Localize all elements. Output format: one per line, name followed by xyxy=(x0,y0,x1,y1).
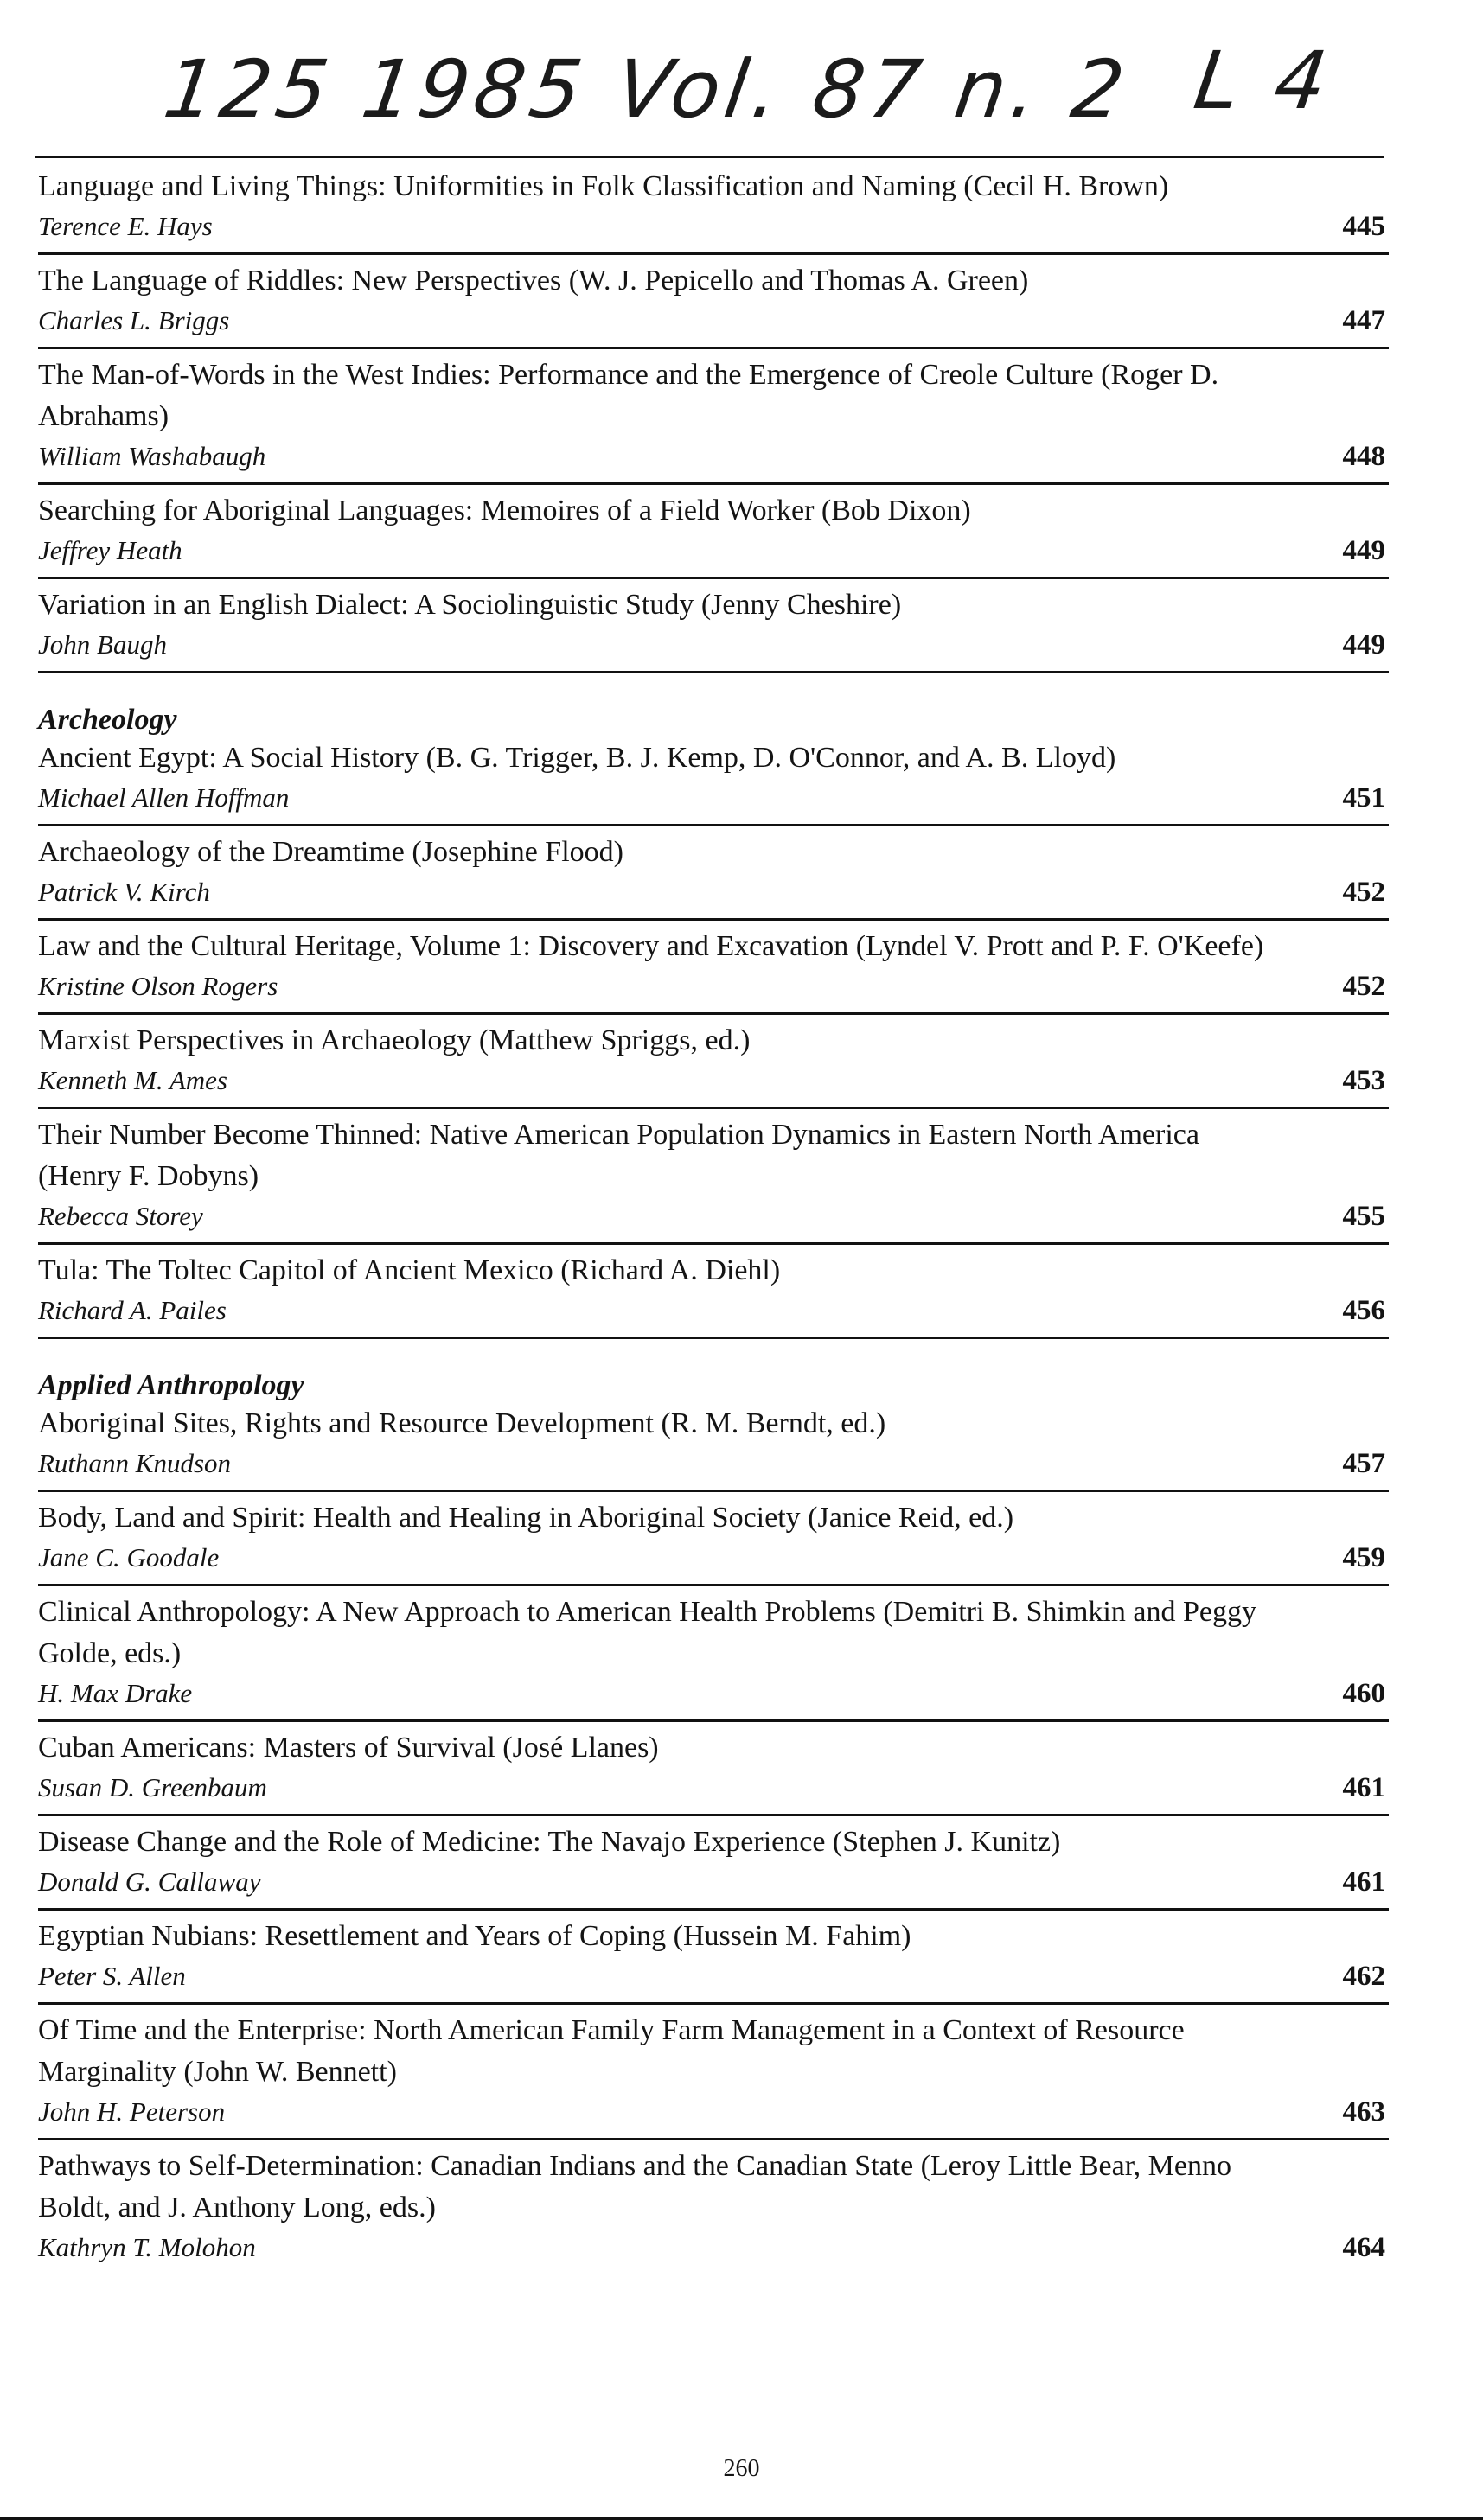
reviewer-name: Ruthann Knudson xyxy=(38,1448,232,1478)
page-number: 461 xyxy=(1342,1866,1385,1898)
handwritten-catalog-note xyxy=(156,35,1384,156)
reviewer-name: H. Max Drake xyxy=(38,1678,193,1708)
book-title: Variation in an English Dialect: A Sociolinguistic Study (Jenny Cheshire) xyxy=(38,589,902,621)
book-title: Archaeology of the Dreamtime (Josephine Flood) xyxy=(38,836,623,868)
book-title: Body, Land and Spirit: Health and Healing in Aboriginal Society (Janice Reid, ed.) xyxy=(38,1502,1014,1534)
contents-entry xyxy=(38,1492,1389,1586)
reviewer-name: Susan D. Greenbaum xyxy=(38,1772,267,1802)
book-title: Tula: The Toltec Capitol of Ancient Mexico (Richard A. Diehl) xyxy=(38,1254,781,1286)
page-number: 463 xyxy=(1342,2096,1385,2128)
contents-entry xyxy=(38,349,1389,485)
top-rule xyxy=(35,156,1384,158)
reviewer-name: Jane C. Goodale xyxy=(38,1542,220,1573)
book-title: Cuban Americans: Masters of Survival (José Llanes) xyxy=(38,1732,659,1764)
reviewer-name: Rebecca Storey xyxy=(38,1201,203,1231)
contents-entry xyxy=(38,161,1389,255)
contents-entry xyxy=(38,921,1389,1015)
reviewer-name: William Washabaugh xyxy=(38,441,266,471)
book-title: Language and Living Things: Uniformities in Folk Classification and Naming (Cecil H. Brown) xyxy=(38,170,1169,202)
reviewer-name: Charles L. Briggs xyxy=(38,305,230,335)
contents-entry xyxy=(38,255,1389,349)
page-number: 451 xyxy=(1342,782,1385,813)
contents-entry xyxy=(38,1816,1389,1911)
contents-entry xyxy=(38,485,1389,579)
page-number: 461 xyxy=(1342,1772,1385,1803)
contents-entry xyxy=(38,1015,1389,1109)
contents-listing xyxy=(38,161,1389,2274)
page-number: 453 xyxy=(1342,1065,1385,1096)
page-number: 459 xyxy=(1342,1542,1385,1573)
contents-entry xyxy=(38,1911,1389,2005)
page-number: 448 xyxy=(1342,441,1385,472)
reviewer-name: John Baugh xyxy=(38,629,167,660)
page-number: 455 xyxy=(1342,1201,1385,1232)
reviewer-name: Richard A. Pailes xyxy=(38,1295,227,1325)
book-title: Law and the Cultural Heritage, Volume 1: Discovery and Excavation (Lyndel V. Prott and P. F. O'Keefe) xyxy=(38,930,1264,962)
book-title: Disease Change and the Role of Medicine: The Navajo Experience (Stephen J. Kunitz) xyxy=(38,1826,1061,1858)
contents-entry xyxy=(38,579,1389,673)
contents-entry xyxy=(38,2005,1389,2140)
contents-entry xyxy=(38,1339,1389,1492)
contents-entry xyxy=(38,2140,1389,2274)
reviewer-name: Kristine Olson Rogers xyxy=(38,971,278,1001)
reviewer-name: Kenneth M. Ames xyxy=(38,1065,227,1095)
reviewer-name: Terence E. Hays xyxy=(38,211,213,241)
reviewer-name: Peter S. Allen xyxy=(38,1961,186,1991)
page-number: 460 xyxy=(1342,1678,1385,1709)
book-title: Aboriginal Sites, Rights and Resource Development (R. M. Berndt, ed.) xyxy=(38,1407,886,1439)
reviewer-name: Jeffrey Heath xyxy=(38,535,182,565)
folio-page-number: 260 xyxy=(723,2455,760,2482)
contents-entry xyxy=(38,826,1389,921)
page-number: 452 xyxy=(1342,971,1385,1002)
page-number: 447 xyxy=(1342,305,1385,336)
book-title: Marxist Perspectives in Archaeology (Matthew Spriggs, ed.) xyxy=(38,1024,751,1056)
book-title: Pathways to Self-Determination: Canadian Indians and the Canadian State (Leroy Little Bear, Menno Boldt, and J. Anthony Long, eds.) xyxy=(38,2150,1231,2223)
reviewer-name: Donald G. Callaway xyxy=(38,1866,261,1897)
handwritten-volume-note: 125 1985 Vol. 87 n. 2 xyxy=(158,43,1135,136)
book-title: The Man-of-Words in the West Indies: Performance and the Emergence of Creole Culture (Roger D. Abrahams) xyxy=(38,359,1219,432)
page-number: 457 xyxy=(1342,1448,1385,1479)
book-title: Searching for Aboriginal Languages: Memoires of a Field Worker (Bob Dixon) xyxy=(38,494,971,526)
contents-entry xyxy=(38,1109,1389,1245)
reviewer-name: John H. Peterson xyxy=(38,2096,226,2127)
contents-entry xyxy=(38,1586,1389,1722)
book-title: Ancient Egypt: A Social History (B. G. Trigger, B. J. Kemp, D. O'Connor, and A. B. Lloyd) xyxy=(38,742,1116,774)
page-number: 449 xyxy=(1342,629,1385,660)
page-number: 464 xyxy=(1342,2232,1385,2263)
reviewer-name: Michael Allen Hoffman xyxy=(38,782,290,813)
page-number: 462 xyxy=(1342,1961,1385,1992)
reviewer-name: Patrick V. Kirch xyxy=(38,877,210,907)
page-number: 449 xyxy=(1342,535,1385,566)
page-number: 445 xyxy=(1342,211,1385,242)
handwritten-side-note: L 4 xyxy=(1188,35,1338,127)
book-title: Of Time and the Enterprise: North American Family Farm Management in a Context of Resource Marginality (John W. Bennett) xyxy=(38,2014,1185,2088)
section-heading-applied-anthropology: Applied Anthropology xyxy=(38,1369,304,1401)
page-number: 452 xyxy=(1342,877,1385,908)
book-title: Clinical Anthropology: A New Approach to American Health Problems (Demitri B. Shimkin and Peggy Golde, eds.) xyxy=(38,1596,1256,1669)
book-title: Egyptian Nubians: Resettlement and Years of Coping (Hussein M. Fahim) xyxy=(38,1920,911,1952)
book-title: Their Number Become Thinned: Native American Population Dynamics in Eastern North America (Henry F. Dobyns) xyxy=(38,1119,1199,1192)
section-heading-archeology: Archeology xyxy=(38,704,177,736)
reviewer-name: Kathryn T. Molohon xyxy=(38,2232,256,2262)
book-title: The Language of Riddles: New Perspectives (W. J. Pepicello and Thomas A. Green) xyxy=(38,265,1029,297)
contents-entry xyxy=(38,1245,1389,1339)
contents-entry xyxy=(38,673,1389,826)
contents-entry xyxy=(38,1722,1389,1816)
page-number: 456 xyxy=(1342,1295,1385,1326)
